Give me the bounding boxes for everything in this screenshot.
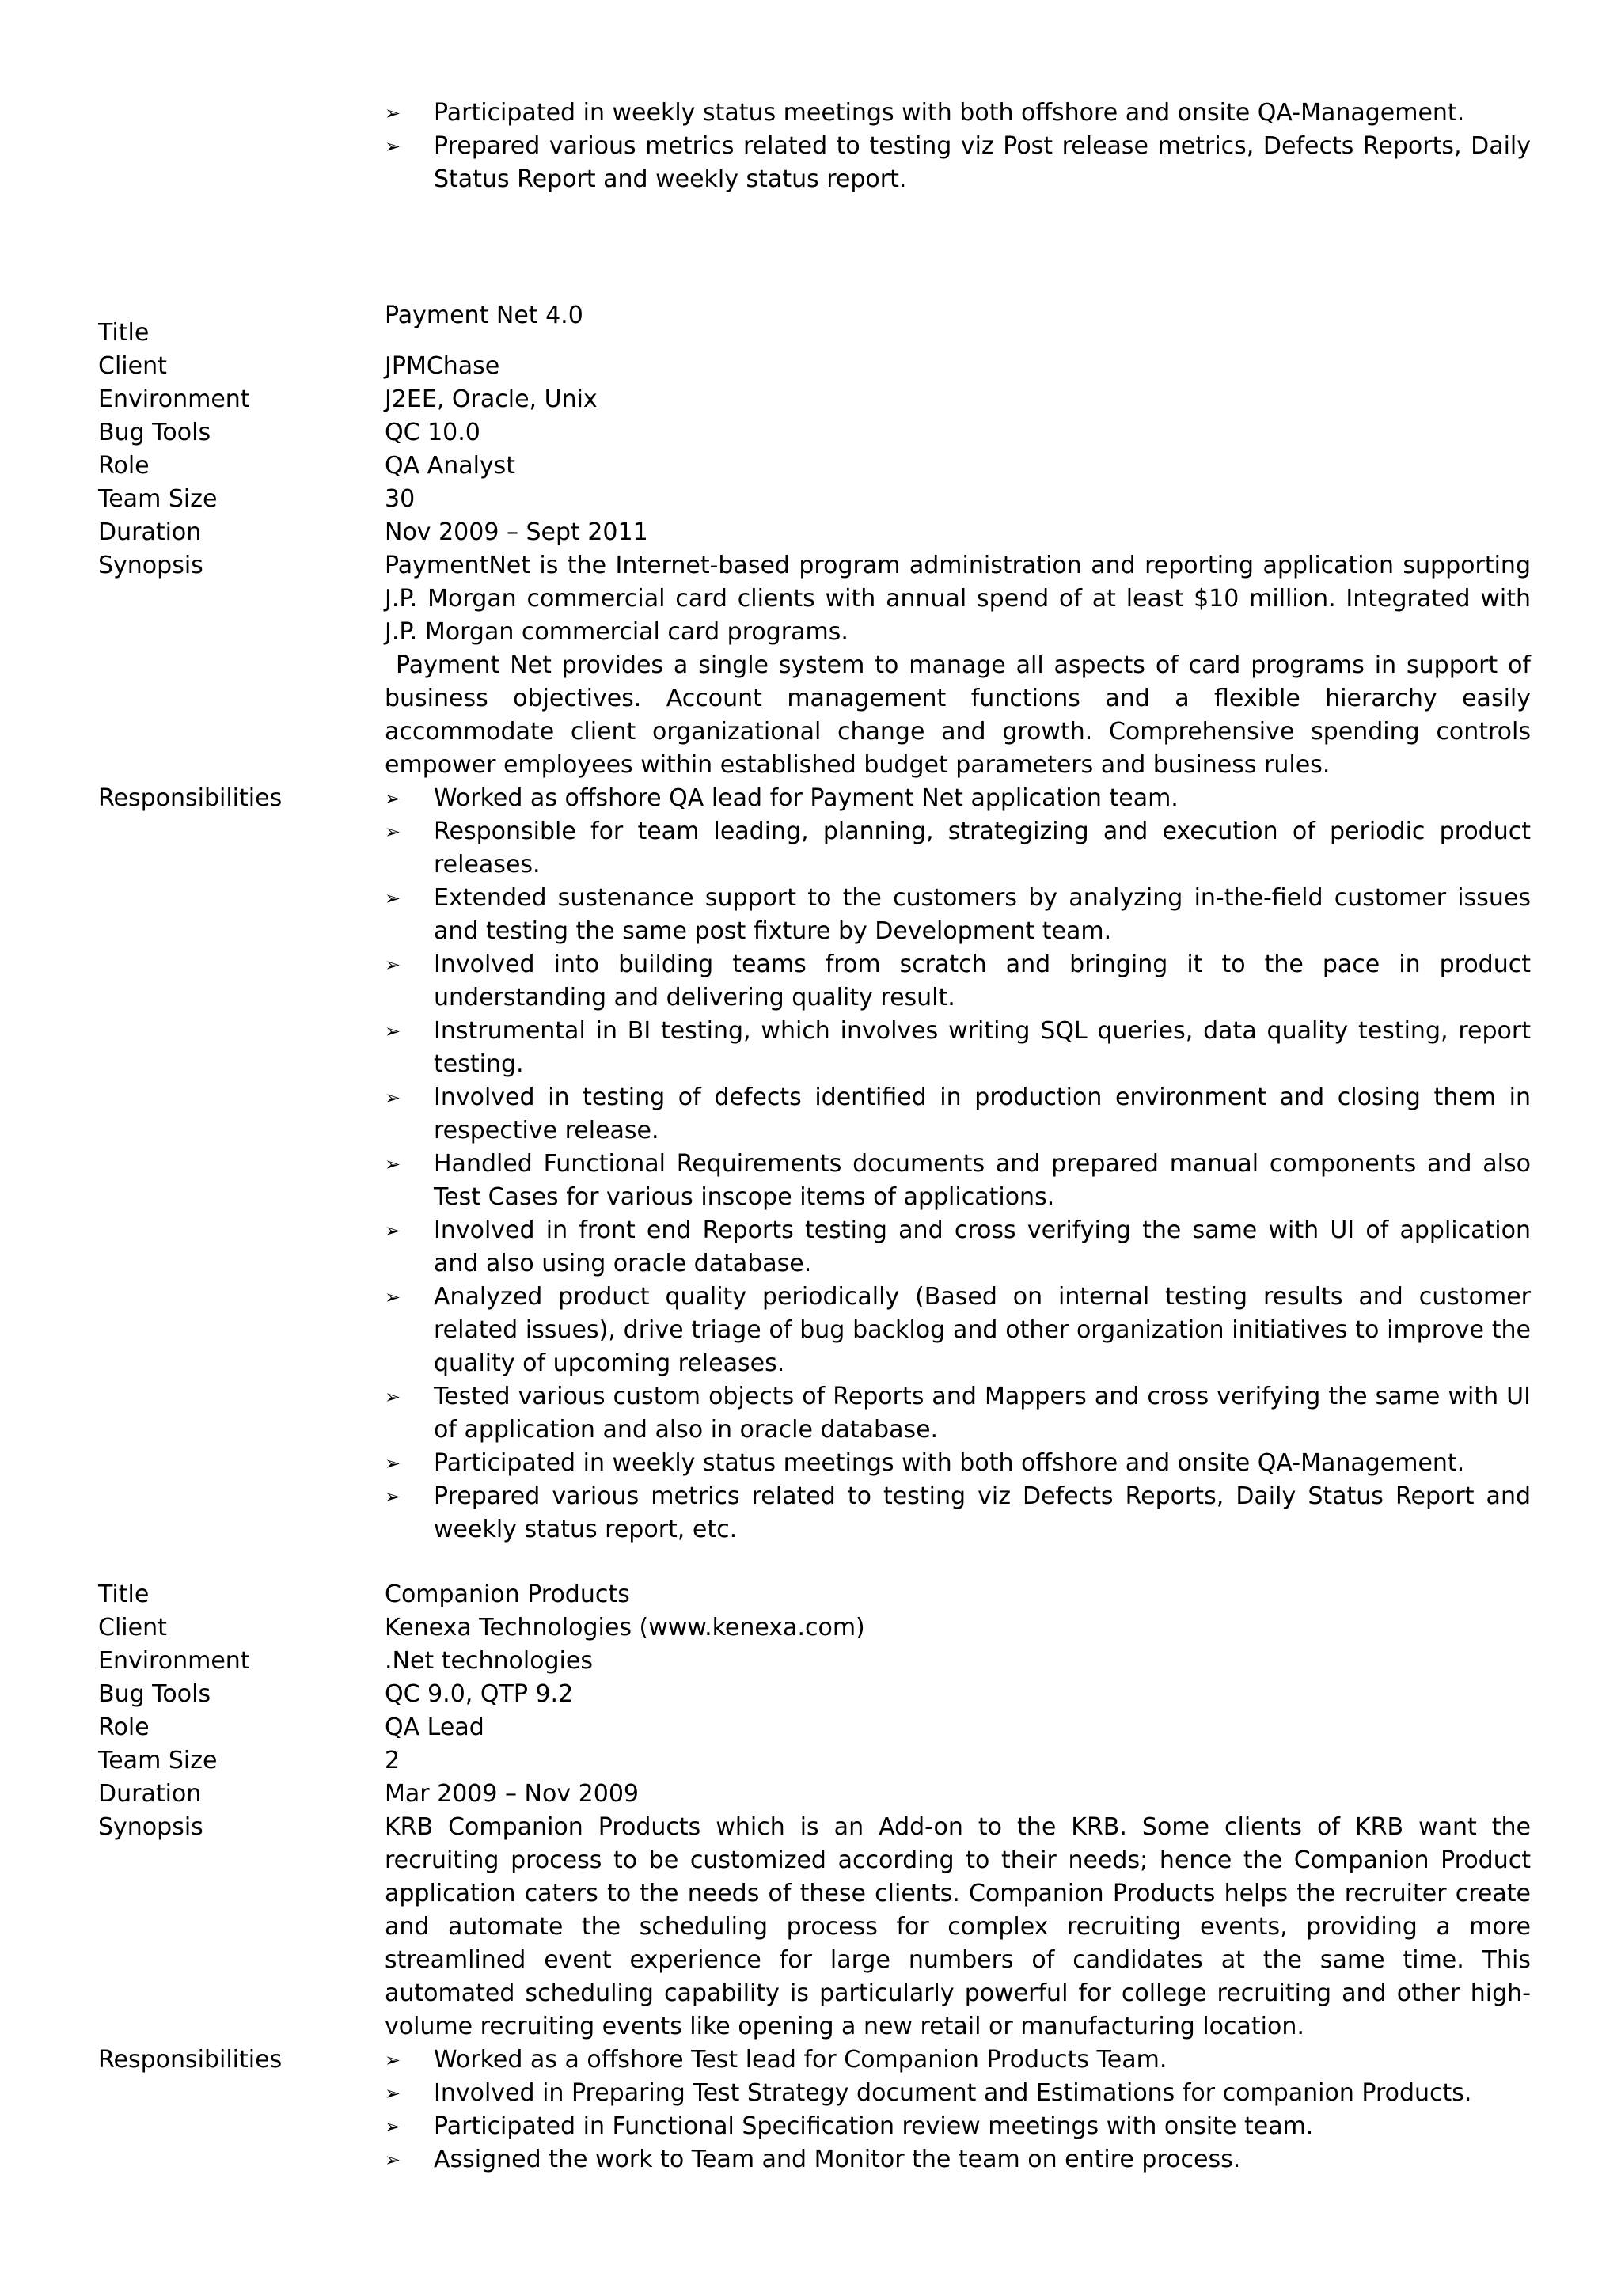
client-label: Client: [98, 352, 167, 380]
list-item: ➢ Analyzed product quality periodically (Based on internal testing results and customer related issues), drive triage of bug backlog and other organization initiatives to improve the quality of upcoming releases.: [385, 1281, 1531, 1380]
project-title: Companion Products: [385, 1581, 630, 1608]
duration-label: Duration: [98, 1780, 202, 1808]
arrow-bullet-icon: ➢: [385, 2082, 401, 2104]
responsibilities-label: Responsibilities: [98, 784, 283, 812]
arrow-bullet-icon: ➢: [385, 1386, 401, 1408]
arrow-bullet-icon: ➢: [385, 821, 401, 843]
list-item: ➢ Involved into building teams from scratch and bringing it to the pace in product understanding and delivering quality result.: [385, 948, 1531, 1015]
bug-tools-label: Bug Tools: [98, 419, 211, 446]
list-item: ➢ Participated in weekly status meetings with both offshore and onsite QA-Management.: [385, 97, 1531, 130]
list-item: ➢ Instrumental in BI testing, which involves writing SQL queries, data quality testing, report testing.: [385, 1015, 1531, 1081]
synopsis-text: [385, 549, 1531, 782]
list-item: ➢ Involved in Preparing Test Strategy document and Estimations for companion Products.: [385, 2077, 1531, 2110]
list-item: ➢ Handled Functional Requirements documents and prepared manual components and also Test Cases for various inscope items of applications.: [385, 1148, 1531, 1214]
list-item: ➢ Prepared various metrics related to testing viz Post release metrics, Defects Reports, Daily Status Report and weekly status report.: [385, 130, 1531, 196]
list-item: ➢ Participated in weekly status meetings with both offshore and onsite QA-Management.: [385, 1447, 1531, 1480]
environment-value: .Net technologies: [385, 1647, 593, 1675]
title-label: Title: [98, 1581, 150, 1608]
synopsis-label: Synopsis: [98, 552, 203, 579]
project-companion-products: [98, 1578, 1531, 2176]
list-item: ➢ Participated in Functional Specification review meetings with onsite team.: [385, 2110, 1531, 2143]
arrow-bullet-icon: ➢: [385, 1452, 401, 1474]
environment-label: Environment: [98, 385, 250, 413]
arrow-bullet-icon: ➢: [385, 887, 401, 909]
arrow-bullet-icon: ➢: [385, 787, 401, 810]
bug-tools-value: QC 10.0: [385, 419, 480, 446]
list-item: ➢ Assigned the work to Team and Monitor the team on entire process.: [385, 2143, 1531, 2176]
list-item: ➢ Worked as a offshore Test lead for Companion Products Team.: [385, 2044, 1531, 2077]
synopsis-paragraph: KRB Companion Products which is an Add-on to the KRB. Some clients of KRB want the recruiting process to be customized according to their needs; hence the Companion Product application caters to the needs of these clients. Companion Products helps the recruiter create and automate the scheduling process for complex recruiting events, providing a more streamlined event experience for large numbers of candidates at the same time. This automated scheduling capability is particularly powerful for college recruiting and other high-volume recruiting events like opening a new retail or manufacturing location.: [385, 1813, 1531, 2040]
client-value: Kenexa Technologies (www.kenexa.com): [385, 1614, 865, 1641]
team-size-value: 2: [385, 1747, 401, 1774]
project-title: Payment Net 4.0: [385, 302, 583, 329]
arrow-bullet-icon: ➢: [385, 1020, 401, 1042]
arrow-bullet-icon: ➢: [385, 1220, 401, 1242]
bug-tools-value: QC 9.0, QTP 9.2: [385, 1680, 574, 1708]
role-value: QA Lead: [385, 1713, 484, 1741]
arrow-bullet-icon: ➢: [385, 1087, 401, 1109]
list-item: ➢ Worked as offshore QA lead for Payment Net application team.: [385, 782, 1531, 815]
client-label: Client: [98, 1614, 167, 1641]
team-size-label: Team Size: [98, 1747, 218, 1774]
role-value: QA Analyst: [385, 452, 516, 480]
arrow-bullet-icon: ➢: [385, 954, 401, 976]
bug-tools-label: Bug Tools: [98, 1680, 211, 1708]
title-label: Title: [98, 319, 150, 347]
role-label: Role: [98, 1713, 150, 1741]
list-item: ➢ Tested various custom objects of Reports and Mappers and cross verifying the same with UI of application and also in oracle database.: [385, 1380, 1531, 1447]
arrow-bullet-icon: ➢: [385, 1153, 401, 1175]
synopsis-paragraph: Payment Net provides a single system to manage all aspects of card programs in support of business objectives. Account management functions and a flexible hierarchy easily accommodate client organizational change and growth. Comprehensive spending controls empower employees within established budget parameters and business rules.: [385, 651, 1531, 779]
list-item: ➢ Involved in testing of defects identified in production environment and closing them in respective release.: [385, 1081, 1531, 1148]
previous-project-bullets: [385, 97, 1531, 196]
arrow-bullet-icon: ➢: [385, 2049, 401, 2071]
responsibilities-list: [385, 782, 1531, 1546]
team-size-value: 30: [385, 485, 416, 513]
list-item: ➢ Involved in front end Reports testing and cross verifying the same with UI of application and also using oracle database.: [385, 1214, 1531, 1281]
arrow-bullet-icon: ➢: [385, 135, 401, 157]
project-payment-net: [98, 302, 1531, 1546]
arrow-bullet-icon: ➢: [385, 2149, 401, 2171]
team-size-label: Team Size: [98, 485, 218, 513]
environment-value: J2EE, Oracle, Unix: [385, 385, 598, 413]
synopsis-paragraph: PaymentNet is the Internet-based program administration and reporting application supporting J.P. Morgan commercial card clients with annual spend of at least $10 million. Integrated with J.P. Morgan commercial card programs.: [385, 552, 1531, 646]
duration-label: Duration: [98, 518, 202, 546]
responsibilities-label: Responsibilities: [98, 2046, 283, 2074]
role-label: Role: [98, 452, 150, 480]
environment-label: Environment: [98, 1647, 250, 1675]
client-value: JPMChase: [385, 352, 500, 380]
arrow-bullet-icon: ➢: [385, 2116, 401, 2138]
duration-value: Mar 2009 – Nov 2009: [385, 1780, 639, 1808]
synopsis-label: Synopsis: [98, 1813, 203, 1841]
arrow-bullet-icon: ➢: [385, 102, 401, 124]
arrow-bullet-icon: ➢: [385, 1486, 401, 1508]
responsibilities-list: [385, 2044, 1531, 2176]
synopsis-text: [385, 1811, 1531, 2044]
list-item: ➢ Responsible for team leading, planning, strategizing and execution of periodic product releases.: [385, 815, 1531, 882]
list-item: ➢ Prepared various metrics related to testing viz Defects Reports, Daily Status Report and weekly status report, etc.: [385, 1480, 1531, 1546]
arrow-bullet-icon: ➢: [385, 1286, 401, 1308]
list-item: ➢ Extended sustenance support to the customers by analyzing in-the-field customer issues and testing the same post fixture by Development team.: [385, 882, 1531, 948]
duration-value: Nov 2009 – Sept 2011: [385, 518, 648, 546]
